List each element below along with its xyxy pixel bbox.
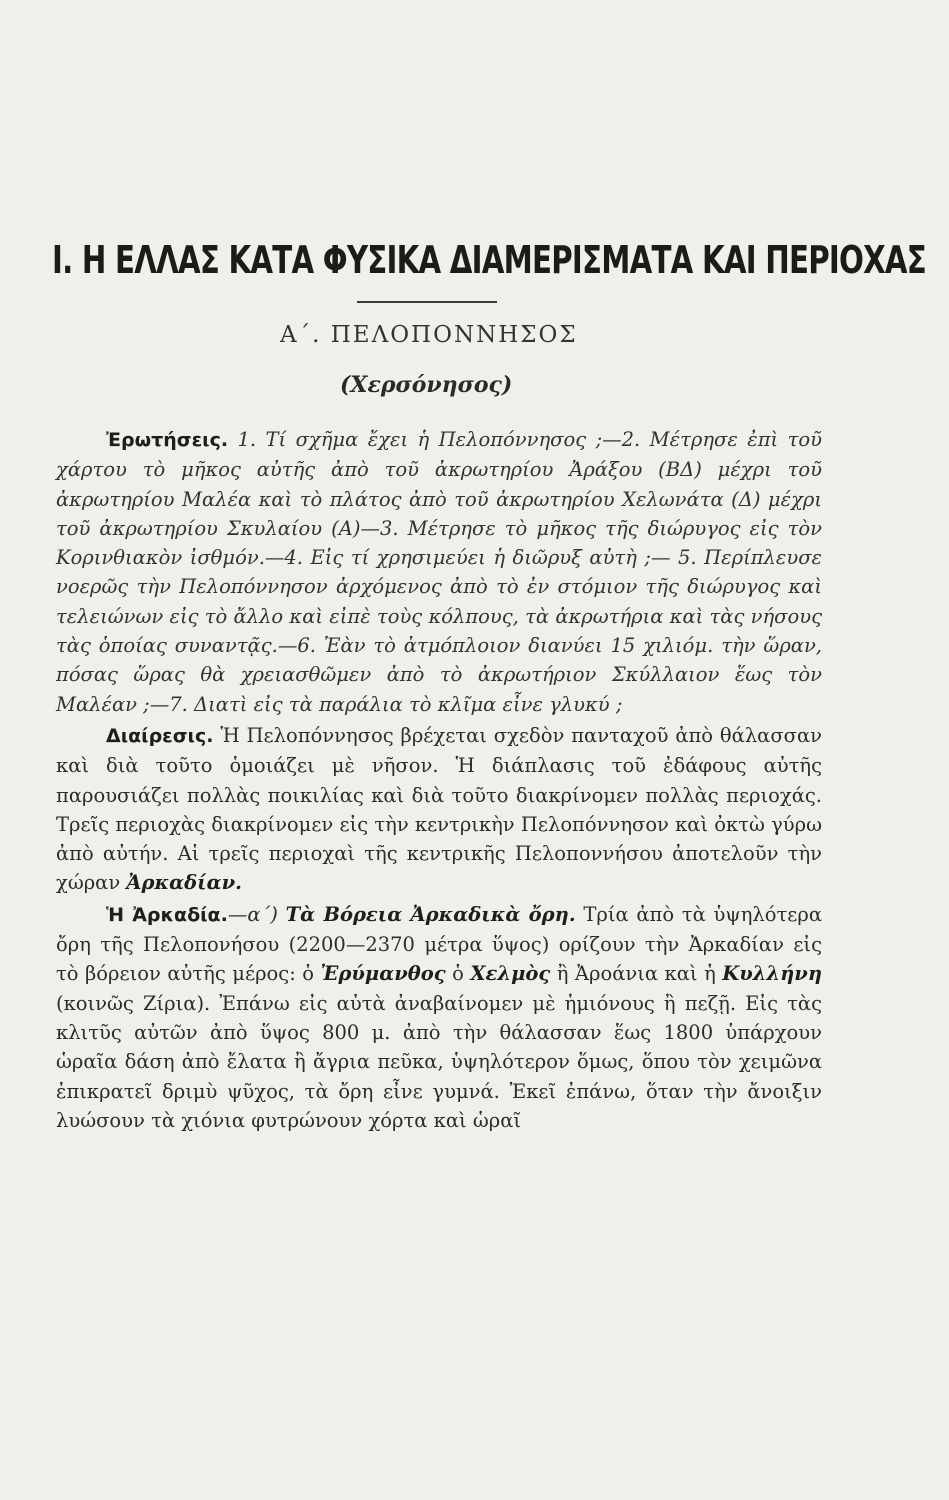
title-divider xyxy=(357,301,497,303)
questions-paragraph xyxy=(56,425,822,719)
arcadia-sub: —α΄) xyxy=(227,902,278,926)
arcadia-text-b: ὁ xyxy=(452,962,464,986)
section-title: Α΄. ΠΕΛΟΠΟΝΝΗΣΟΣ xyxy=(280,322,578,348)
arcadia-paragraph xyxy=(56,900,822,1135)
mountain-kyllini: Κυλλήνη xyxy=(722,962,822,986)
mountain-chelmos: Χελμὸς xyxy=(470,962,551,986)
region-name: Ἀρκαδίαν. xyxy=(126,871,242,895)
chapter-title: I. Η ΕΛΛΑΣ ΚΑΤΑ ΦΥΣΙΚΑ ΔΙΑΜΕΡΙΣΜΑΤΑ ΚΑΙ ΠΕΡΙΟΧΑΣ xyxy=(52,238,926,282)
arcadia-heading: Τὰ Βόρεια Ἀρκαδικὰ ὄρη. xyxy=(285,902,576,926)
arcadia-label: Ἡ Ἀρκαδία. xyxy=(106,903,228,926)
division-text: Ἡ Πελοπόννησος βρέχεται σχεδὸν πανταχοῦ ἀπὸ θάλασσαν καὶ διὰ τοῦτο ὁμοιάζει μὲ νῆσον. Ἡ διάπλασις τοῦ ἐδάφους αὐτῆς παρουσιάζει πολλὰς ποικιλίας καὶ διὰ τοῦτο διακρίνομεν πολλὰς περιοχάς. Τρεῖς περιοχὰς διακρίνομεν εἰς τὴν κεντρικὴν Πελοπόννησον καὶ ὀκτὼ γύρω ἀπὸ αὐτήν. Αἱ τρεῖς περιοχαὶ τῆς κεντρικῆς Πελοποννήσου ἀποτελοῦν τὴν χώραν xyxy=(56,723,822,895)
arcadia-text-d: (κοινῶς Ζίρια). Ἐπάνω εἰς αὐτὰ ἀναβαίνομεν μὲ ἡμιόνους ἢ πεζῇ. Εἰς τὰς κλιτῦς αὐτῶν ἀπὸ ὕψος 800 μ. ἀπὸ τὴν θάλασσαν ἕως 1800 ὑπάρχουν ὡραῖα δάση ἀπὸ ἔλατα ἢ ἄγρια πεῦκα, ὑψηλότερον ὅμως, ὅπου τὸν χειμῶνα ἐπικρατεῖ δριμὺ ψῦχος, τὰ ὄρη εἶνε γυμνά. Ἐκεῖ ἐπάνω, ὅταν τὴν ἄνοιξιν λυώσουν τὰ χιόνια φυτρώνουν χόρτα καὶ ὡραῖ xyxy=(56,991,822,1132)
section-subtitle: (Χερσόνησος) xyxy=(340,372,513,398)
arcadia-text-a: Τρία ἀπὸ τὰ ὑψηλότερα ὄρη τῆς Πελοπονήσου (2200—2370 μέτρα ὕψος) ορίζουν τὴν Ἀρκαδίαν εἰς τὸ βόρειον αὐτῆς μέρος: ὁ xyxy=(56,902,823,986)
questions-text: 1. Τί σχῆμα ἔχει ἡ Πελοπόννησος ;—2. Μέτρησε ἐπὶ τοῦ χάρτου τὸ μῆκος αὐτῆς ἀπὸ τοῦ ἀκρωτηρίου Ἀράξου (ΒΔ) μέχρι τοῦ ἀκρωτηρίου Μαλέα καὶ τὸ πλάτος ἀπὸ τοῦ ἀκρωτηρίου Χελωνάτα (Δ) μέχρι τοῦ ἀκρωτηρίου Σκυλαίου (Α)—3. Μέτρησε τὸ μῆκος τῆς διώρυγος εἰς τὸν Κορινθιακὸν ἰσθμόν.—4. Εἰς τί χρησιμεύει ἡ διῶρυξ αὐτὴ ;— 5. Περίπλευσε νοερῶς τὴν Πελοπόννησον ἀρχόμενος ἀπὸ τὸ ἐν στόμιον τῆς διώρυγος καὶ τελειώνων εἰς τὸ ἄλλο καὶ εἰπὲ τοὺς κόλπους, τὰ ἀκρωτήρια καὶ τὰς νήσους τὰς ὁποίας συναντᾷς.—6. Ἐὰν τὸ ἀτμόπλοιον διανύει 15 χιλιόμ. τὴν ὥραν, πόσας ὥρας θὰ χρειασθῶμεν ἀπὸ τὸ ἀκρωτήριον Σκύλλαιον ἕως τὸν Μαλέαν ;—7. Διατὶ εἰς τὰ παράλια τὸ κλῖμα εἶνε γλυκύ ; xyxy=(56,428,822,716)
arcadia-text-c: ἢ Ἀροάνια καὶ ἡ xyxy=(556,962,716,986)
mountain-erymanthos: Ἐρύμανθος xyxy=(320,962,446,986)
questions-label: Ἐρωτήσεις. xyxy=(106,429,229,451)
division-paragraph xyxy=(56,721,822,898)
main-text xyxy=(56,425,822,1135)
division-label: Διαίρεσις. xyxy=(106,724,214,747)
